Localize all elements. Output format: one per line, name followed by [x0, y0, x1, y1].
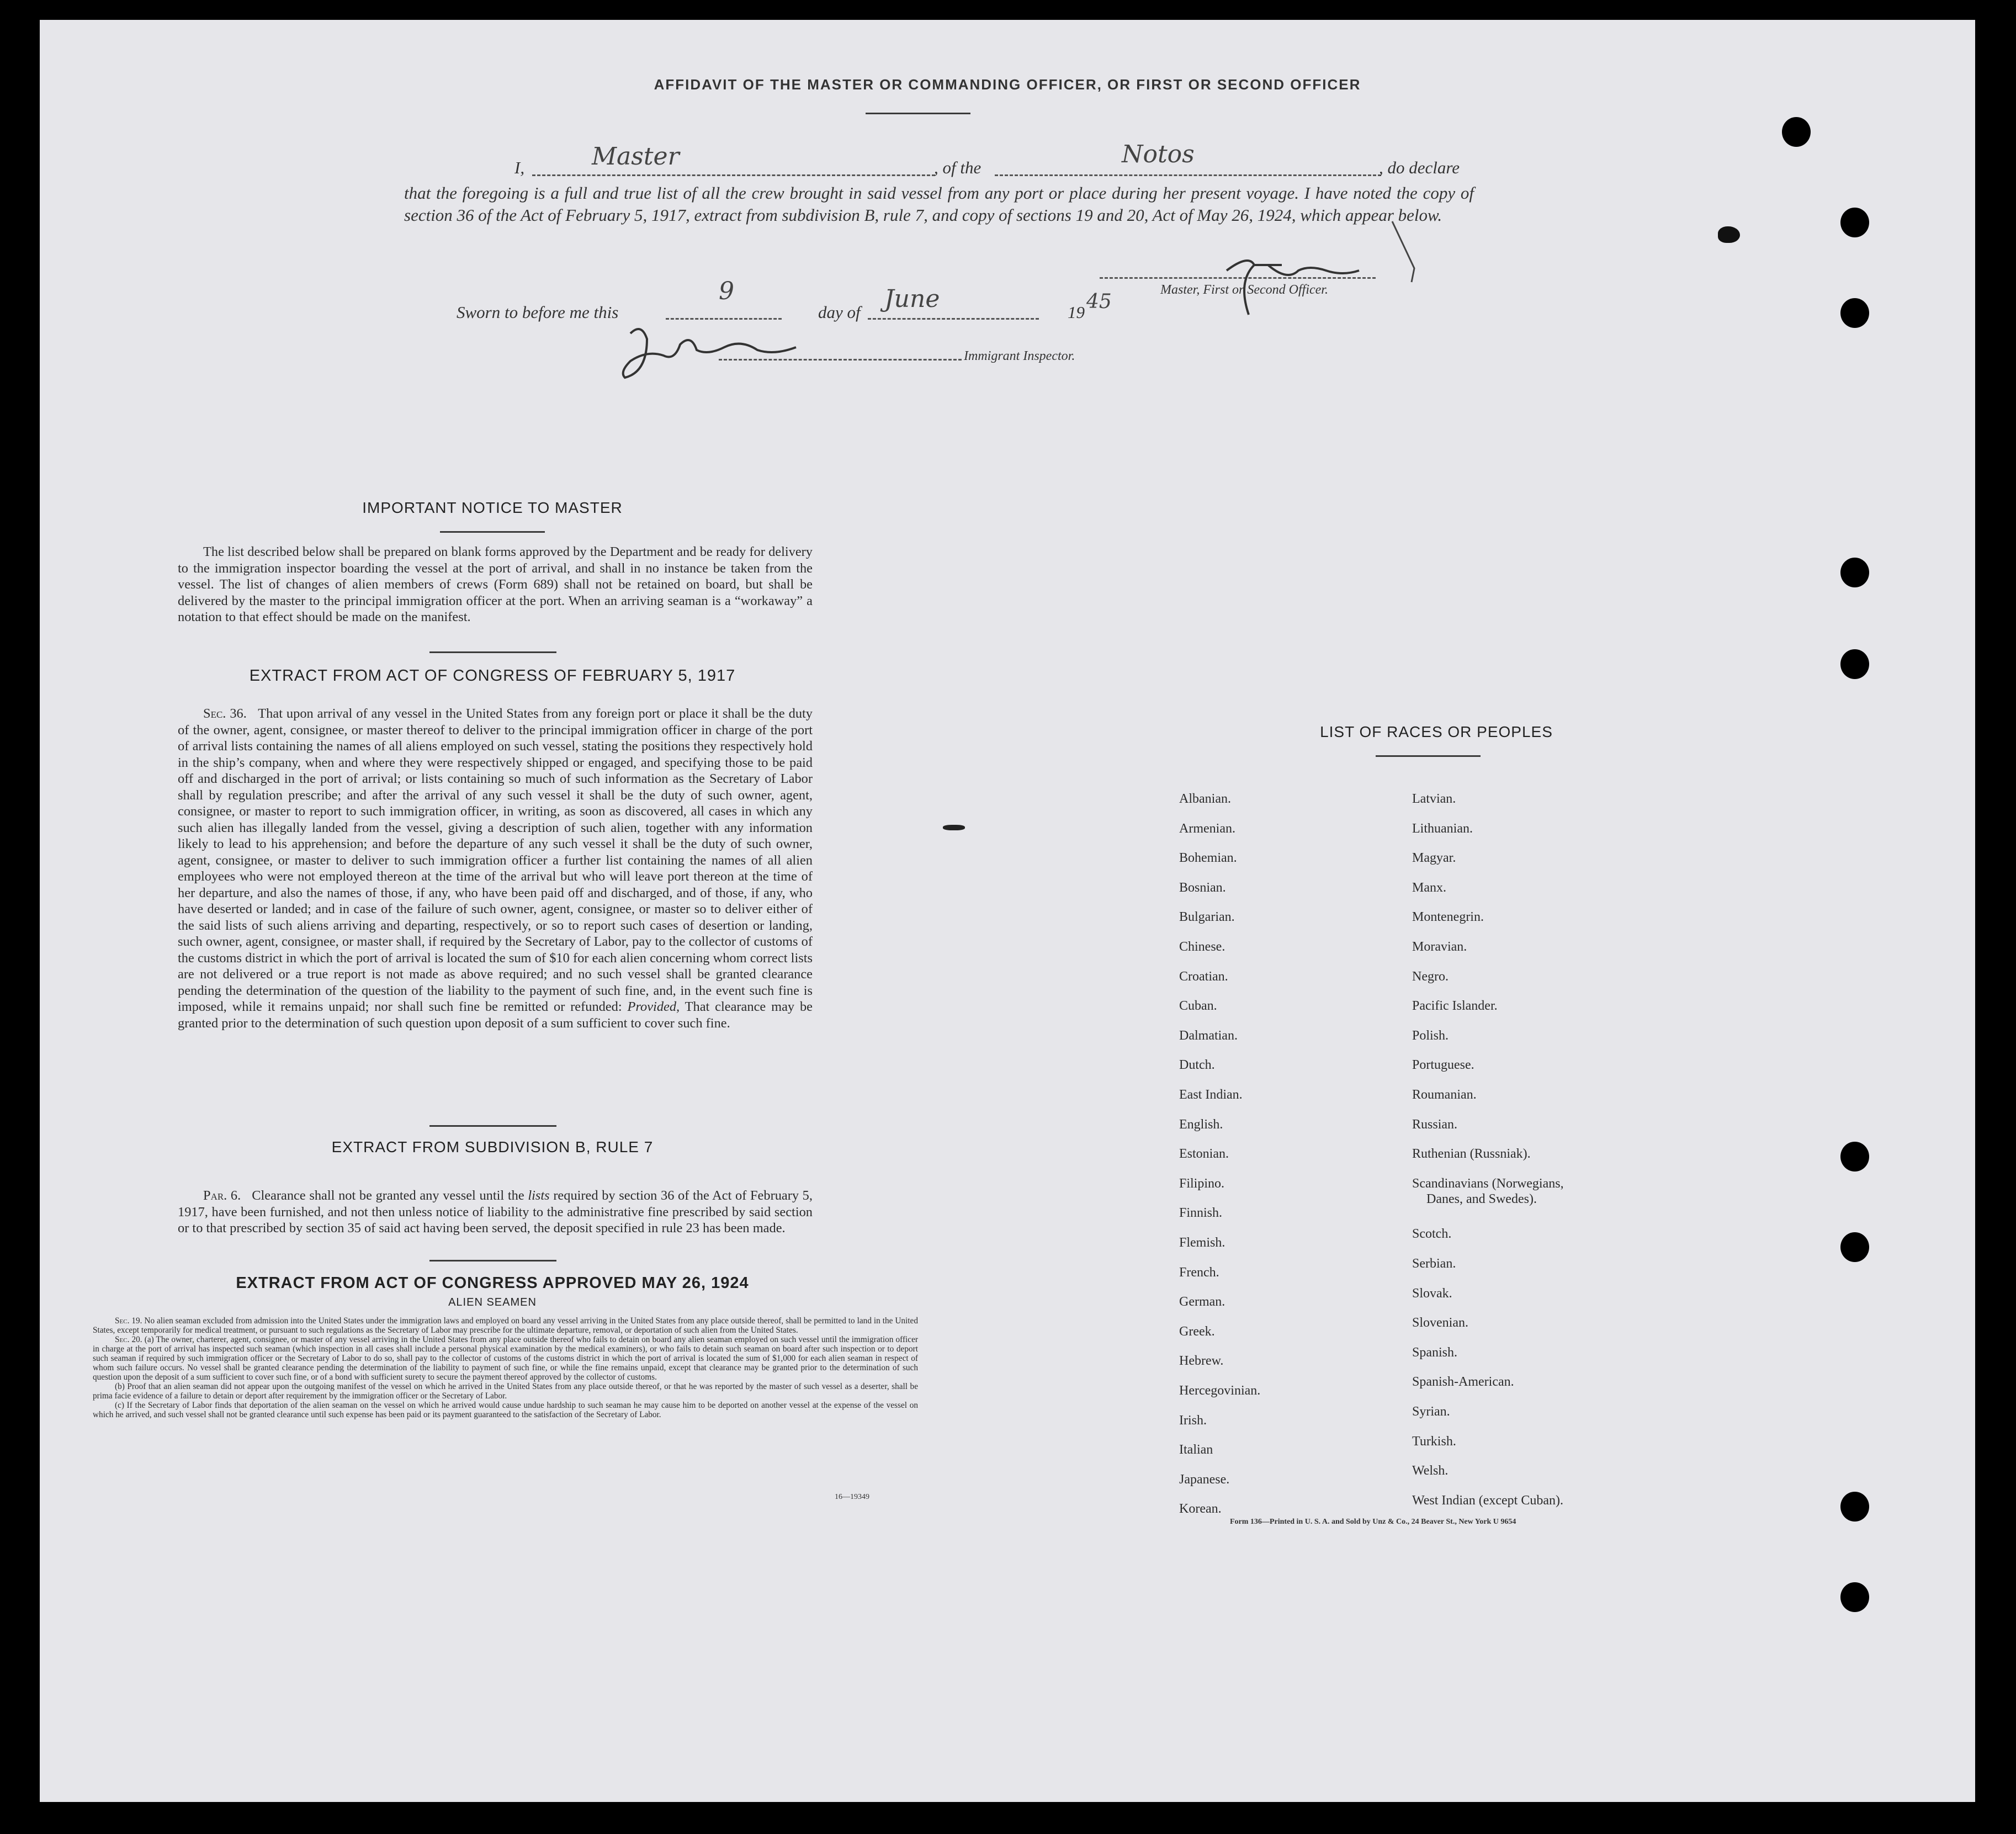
race-item: Polish. — [1412, 1028, 1449, 1043]
punch-hole — [1840, 1492, 1869, 1522]
affidavit-body: that the foregoing is a full and true list of all the crew brought in said vessel from any port or place during her present voyage. I have noted the copy of section 36 of the Act of February 5, 1917, extract from subdivision B, rule 7, and copy of sections 19 and 20, Act of May 26, 1924, which appear below. — [404, 183, 1474, 225]
race-item: Slovenian. — [1412, 1316, 1468, 1331]
punch-hole — [1782, 117, 1811, 147]
notice-title: IMPORTANT NOTICE TO MASTER — [362, 499, 623, 516]
notice-rule — [440, 531, 545, 533]
provided-label: Provided, — [627, 999, 680, 1014]
ink-blot — [1718, 226, 1740, 243]
race-item: Montenegrin. — [1412, 910, 1484, 925]
race-item: Greek. — [1179, 1324, 1215, 1339]
section-rule — [429, 1125, 556, 1127]
bracket-mark — [1387, 219, 1420, 288]
race-item: Armenian. — [1179, 821, 1235, 836]
notice-body: The list described below shall be prepared on blank forms approved by the Department and be ready for delivery to the immigration inspector boarding the vessel at the port of arrival, and shall in no instance be taken from the vessel. The list of changes of alien members of crews (Form 689) shall not be retained on board, but shall be delivered by the master to the principal immigration officer at the port. When an arriving seaman is a “workaway” a notation to that effect should be made on the manifest. — [178, 544, 813, 624]
races-title: LIST OF RACES OR PEOPLES — [1320, 723, 1553, 740]
race-item: Magyar. — [1412, 851, 1456, 866]
punch-hole — [1840, 298, 1869, 328]
extract-rule7-body — [178, 1188, 813, 1237]
race-item: Spanish-American. — [1412, 1375, 1514, 1390]
par-6-text-start: Clearance shall not be granted any vessel until the — [252, 1188, 524, 1203]
race-item: Welsh. — [1412, 1464, 1449, 1478]
affidavit-title: AFFIDAVIT OF THE MASTER OR COMMANDING OFFICER, OR FIRST OR SECOND OFFICER — [654, 76, 1361, 93]
inspector-line — [719, 359, 962, 361]
race-item: Roumanian. — [1412, 1088, 1477, 1102]
punch-hole — [1840, 208, 1869, 237]
race-item: Korean. — [1179, 1502, 1222, 1517]
race-item: Filipino. — [1179, 1176, 1225, 1191]
punch-hole — [1840, 1142, 1869, 1172]
race-item: Moravian. — [1412, 940, 1467, 954]
sec-20c-text: (c) If the Secretary of Labor finds that deportation of the alien seaman on the vessel on which he arrived would cause undue hardship to such seaman he may cause him to be deported on another vessel at the expense of the vessel on which he arrived, and such vessel shall not be granted clearance until such expense has been paid or its payment guaranteed to the satisfaction of the Secretary of Labor. — [93, 1401, 918, 1419]
sec-19-text: No alien seaman excluded from admission into the United States under the immigration laws and employed on board any vessel arriving in the United States from any place outside thereof, shall be permitted to land in the United States, except temporarily for medical treatment, or pursuant to such regulations as the Secretary of Labor may prescribe for the ultimate departure, removal, or deportation of such alien from the United States. — [93, 1316, 918, 1335]
extract-1924-title: EXTRACT FROM ACT OF CONGRESS APPROVED MAY 26, 1924 — [236, 1274, 749, 1292]
officer-label: Master, First or Second Officer. — [1160, 283, 1328, 297]
document-page — [40, 20, 1975, 1802]
race-item: Serbian. — [1412, 1257, 1456, 1271]
par-6-text-end: required by section 36 of the Act of February 5, 1917, have been furnished, and not then unless notice of liability to the administrative fine prescribed by said section or to that prescribed by section 35 of said act having been served, the deposit specified in rule 23 has been made. — [178, 1188, 813, 1236]
race-item: Ruthenian (Russniak). — [1412, 1147, 1531, 1162]
race-item: Bulgarian. — [1179, 910, 1235, 925]
race-item: Danes, and Swedes). — [1426, 1191, 1537, 1206]
sec-36-label: Sec. 36. — [203, 706, 247, 721]
form-number: 16—19349 — [835, 1493, 869, 1501]
race-item: Japanese. — [1179, 1472, 1230, 1487]
race-item: Russian. — [1412, 1117, 1458, 1132]
sec-36-text: That upon arrival of any vessel in the United States from any foreign port or place it shall be the duty of the owner, agent, consignee, or master thereof to deliver to the principal immigration officer in charge of the port of arrival lists containing the names of all aliens employed on such vessel, stating the positions they respectively hold in the ship’s company, when and where they were respectively shipped or engaged, and specifying those to be paid off and discharged in the port of arrival; or lists containing so much of such information as the Secretary of Labor shall by regulation prescribe; and after the arrival of any such vessel it shall be the duty of such owner, agent, consignee, or master to report to such immigration officer, in writing, as soon as discovered, all cases in which any such alien has illegally landed from the vessel, giving a description of such alien, together with any information likely to lead to his apprehension; and before the departure of any such vessel it shall be the duty of such owner, agent, consignee, or master to deliver to such immigration officer a further list containing the names of all alien employees who were not employed thereon at the time of the arrival but who will leave port thereon at the time of her departure, and also the names of those, if any, who have been paid off and discharged, and of those, if any, who have deserted or landed; and in case of the failure of such owner, agent, consignee, or master so to deliver either of the said lists of such aliens arriving and departing, respectively, or so to report such cases of desertion or landing, such owner, agent, consignee, or master shall, if required by the Secretary of Labor, pay to the collector of customs of the customs district in which the port of arrival is located the sum of $10 for each alien concerning whom correct lists are not delivered or a true report is not made as above required; and no such vessel shall be granted clearance pending the determination of the question of the liability to the payment of such fine, and, in the event such fine is imposed, while it remains unpaid; nor shall such fine be remitted or refunded: — [178, 706, 813, 1014]
race-item: Finnish. — [1179, 1206, 1223, 1221]
par-6-label: Par. 6. — [203, 1188, 241, 1203]
extract-1917-title: EXTRACT FROM ACT OF CONGRESS OF FEBRUARY 5, 1917 — [249, 667, 736, 685]
race-item: Cuban. — [1179, 999, 1217, 1014]
race-item: Spanish. — [1412, 1345, 1458, 1360]
race-item: Dalmatian. — [1179, 1028, 1238, 1043]
section-rule — [429, 1260, 556, 1261]
punch-hole — [1840, 649, 1869, 679]
sec-20-label: Sec. 20. — [115, 1335, 142, 1344]
race-item: Italian — [1179, 1443, 1213, 1457]
race-item: Croatian. — [1179, 969, 1228, 984]
race-item: East Indian. — [1179, 1088, 1243, 1102]
section-rule — [429, 651, 556, 653]
handwritten-master: Master — [592, 142, 680, 171]
title-rule — [866, 113, 970, 114]
handwritten-day: 9 — [719, 277, 734, 305]
race-item: Bosnian. — [1179, 880, 1226, 895]
race-item: Slovak. — [1412, 1286, 1452, 1301]
sec-20b-text: (b) Proof that an alien seaman did not appear upon the outgoing manifest of the vessel on which he arrived in the United States from any place outside thereof, or that he was reported by the master of such vessel as a deserter, shall be prima facie evidence of a failure to detain or deport after requirement by the immigration officer or the Secretary of Labor. — [93, 1382, 918, 1401]
race-item: Albanian. — [1179, 792, 1231, 806]
month-line — [868, 318, 1039, 320]
races-rule — [1376, 755, 1481, 757]
race-item: Hebrew. — [1179, 1354, 1224, 1369]
race-item: Chinese. — [1179, 940, 1225, 954]
race-item: Estonian. — [1179, 1147, 1229, 1162]
declarant-label: I, — [514, 158, 525, 177]
punch-hole — [1840, 1582, 1869, 1612]
footer-form-line: Form 136—Printed in U. S. A. and Sold by Unz & Co., 24 Beaver St., New York U 9654 — [1230, 1518, 1516, 1526]
race-item: Irish. — [1179, 1413, 1207, 1428]
sec-19-label: Sec. 19. — [115, 1316, 142, 1326]
extract-1917-body — [178, 706, 813, 1031]
race-item: Bohemian. — [1179, 851, 1237, 866]
race-item: Latvian. — [1412, 792, 1456, 806]
handwritten-month: June — [884, 285, 940, 313]
extract-rule7-title: EXTRACT FROM SUBDIVISION B, RULE 7 — [331, 1138, 654, 1155]
handwritten-year: 45 — [1086, 290, 1112, 313]
race-item: Manx. — [1412, 880, 1446, 895]
ink-blot — [943, 825, 965, 830]
race-item: Turkish. — [1412, 1434, 1456, 1449]
punch-hole — [1840, 1232, 1869, 1262]
race-item: Syrian. — [1412, 1404, 1450, 1419]
race-item: German. — [1179, 1295, 1225, 1310]
race-item: Dutch. — [1179, 1058, 1215, 1073]
punch-hole — [1840, 558, 1869, 587]
race-item: Negro. — [1412, 969, 1449, 984]
of-the-label: , of the — [934, 158, 982, 177]
extract-1924-body — [93, 1316, 918, 1419]
year-prefix: 19 — [1068, 303, 1085, 322]
sec-36-end: That clearance may be granted prior to the determination of such question upon deposit of a sum sufficient to cover such fine. — [178, 999, 813, 1031]
alien-seamen-subtitle: ALIEN SEAMEN — [448, 1296, 537, 1308]
day-of-label: day of — [818, 303, 861, 322]
signature-scribble — [614, 317, 813, 389]
inspector-signature — [614, 317, 813, 395]
do-declare-label: , do declare — [1379, 158, 1460, 177]
vessel-line — [995, 174, 1381, 176]
race-item: Hercegovinian. — [1179, 1384, 1261, 1398]
race-item: Flemish. — [1179, 1236, 1225, 1250]
race-item: Scotch. — [1412, 1227, 1452, 1242]
race-item: French. — [1179, 1265, 1219, 1280]
race-item: Pacific Islander. — [1412, 999, 1498, 1014]
declarant-line — [532, 174, 935, 176]
race-item: Portuguese. — [1412, 1058, 1474, 1073]
lists-word: lists — [528, 1188, 550, 1203]
inspector-label: Immigrant Inspector. — [964, 349, 1075, 363]
race-item: English. — [1179, 1117, 1223, 1132]
race-item: Scandinavians (Norwegians, — [1412, 1176, 1564, 1191]
handwritten-vessel: Notos — [1122, 140, 1195, 168]
race-item: Lithuanian. — [1412, 821, 1473, 836]
sec-20a-text: (a) The owner, charterer, agent, consignee, or master of any vessel arriving in the United States from any place outside thereof who fails to detain on board any alien seaman employed on such vessel until the immigration officer in charge at the port of arrival has inspected such seaman (which inspection in all cases shall include a personal physical examination by the medical examiners), or who fails to detain such seaman on board after such inspection or to deport such seaman if required by such immigration officer or the Secretary of Labor to do so, shall pay to the collector of customs of the customs district in which the port of arrival is located the sum of $1,000 for each alien seaman in respect of whom such failure occurs. No vessel shall be granted clearance pending the determination of the liability to payment of such fine, or while the fine remains unpaid, except that clearance may be granted prior to the determination of such question upon the deposit of a sum sufficient to cover such fine, or of a bond with sufficient surety to secure the payment thereof approved by the collector of customs. — [93, 1335, 918, 1382]
sworn-label: Sworn to before me this — [457, 303, 619, 322]
race-item: West Indian (except Cuban). — [1412, 1493, 1563, 1508]
